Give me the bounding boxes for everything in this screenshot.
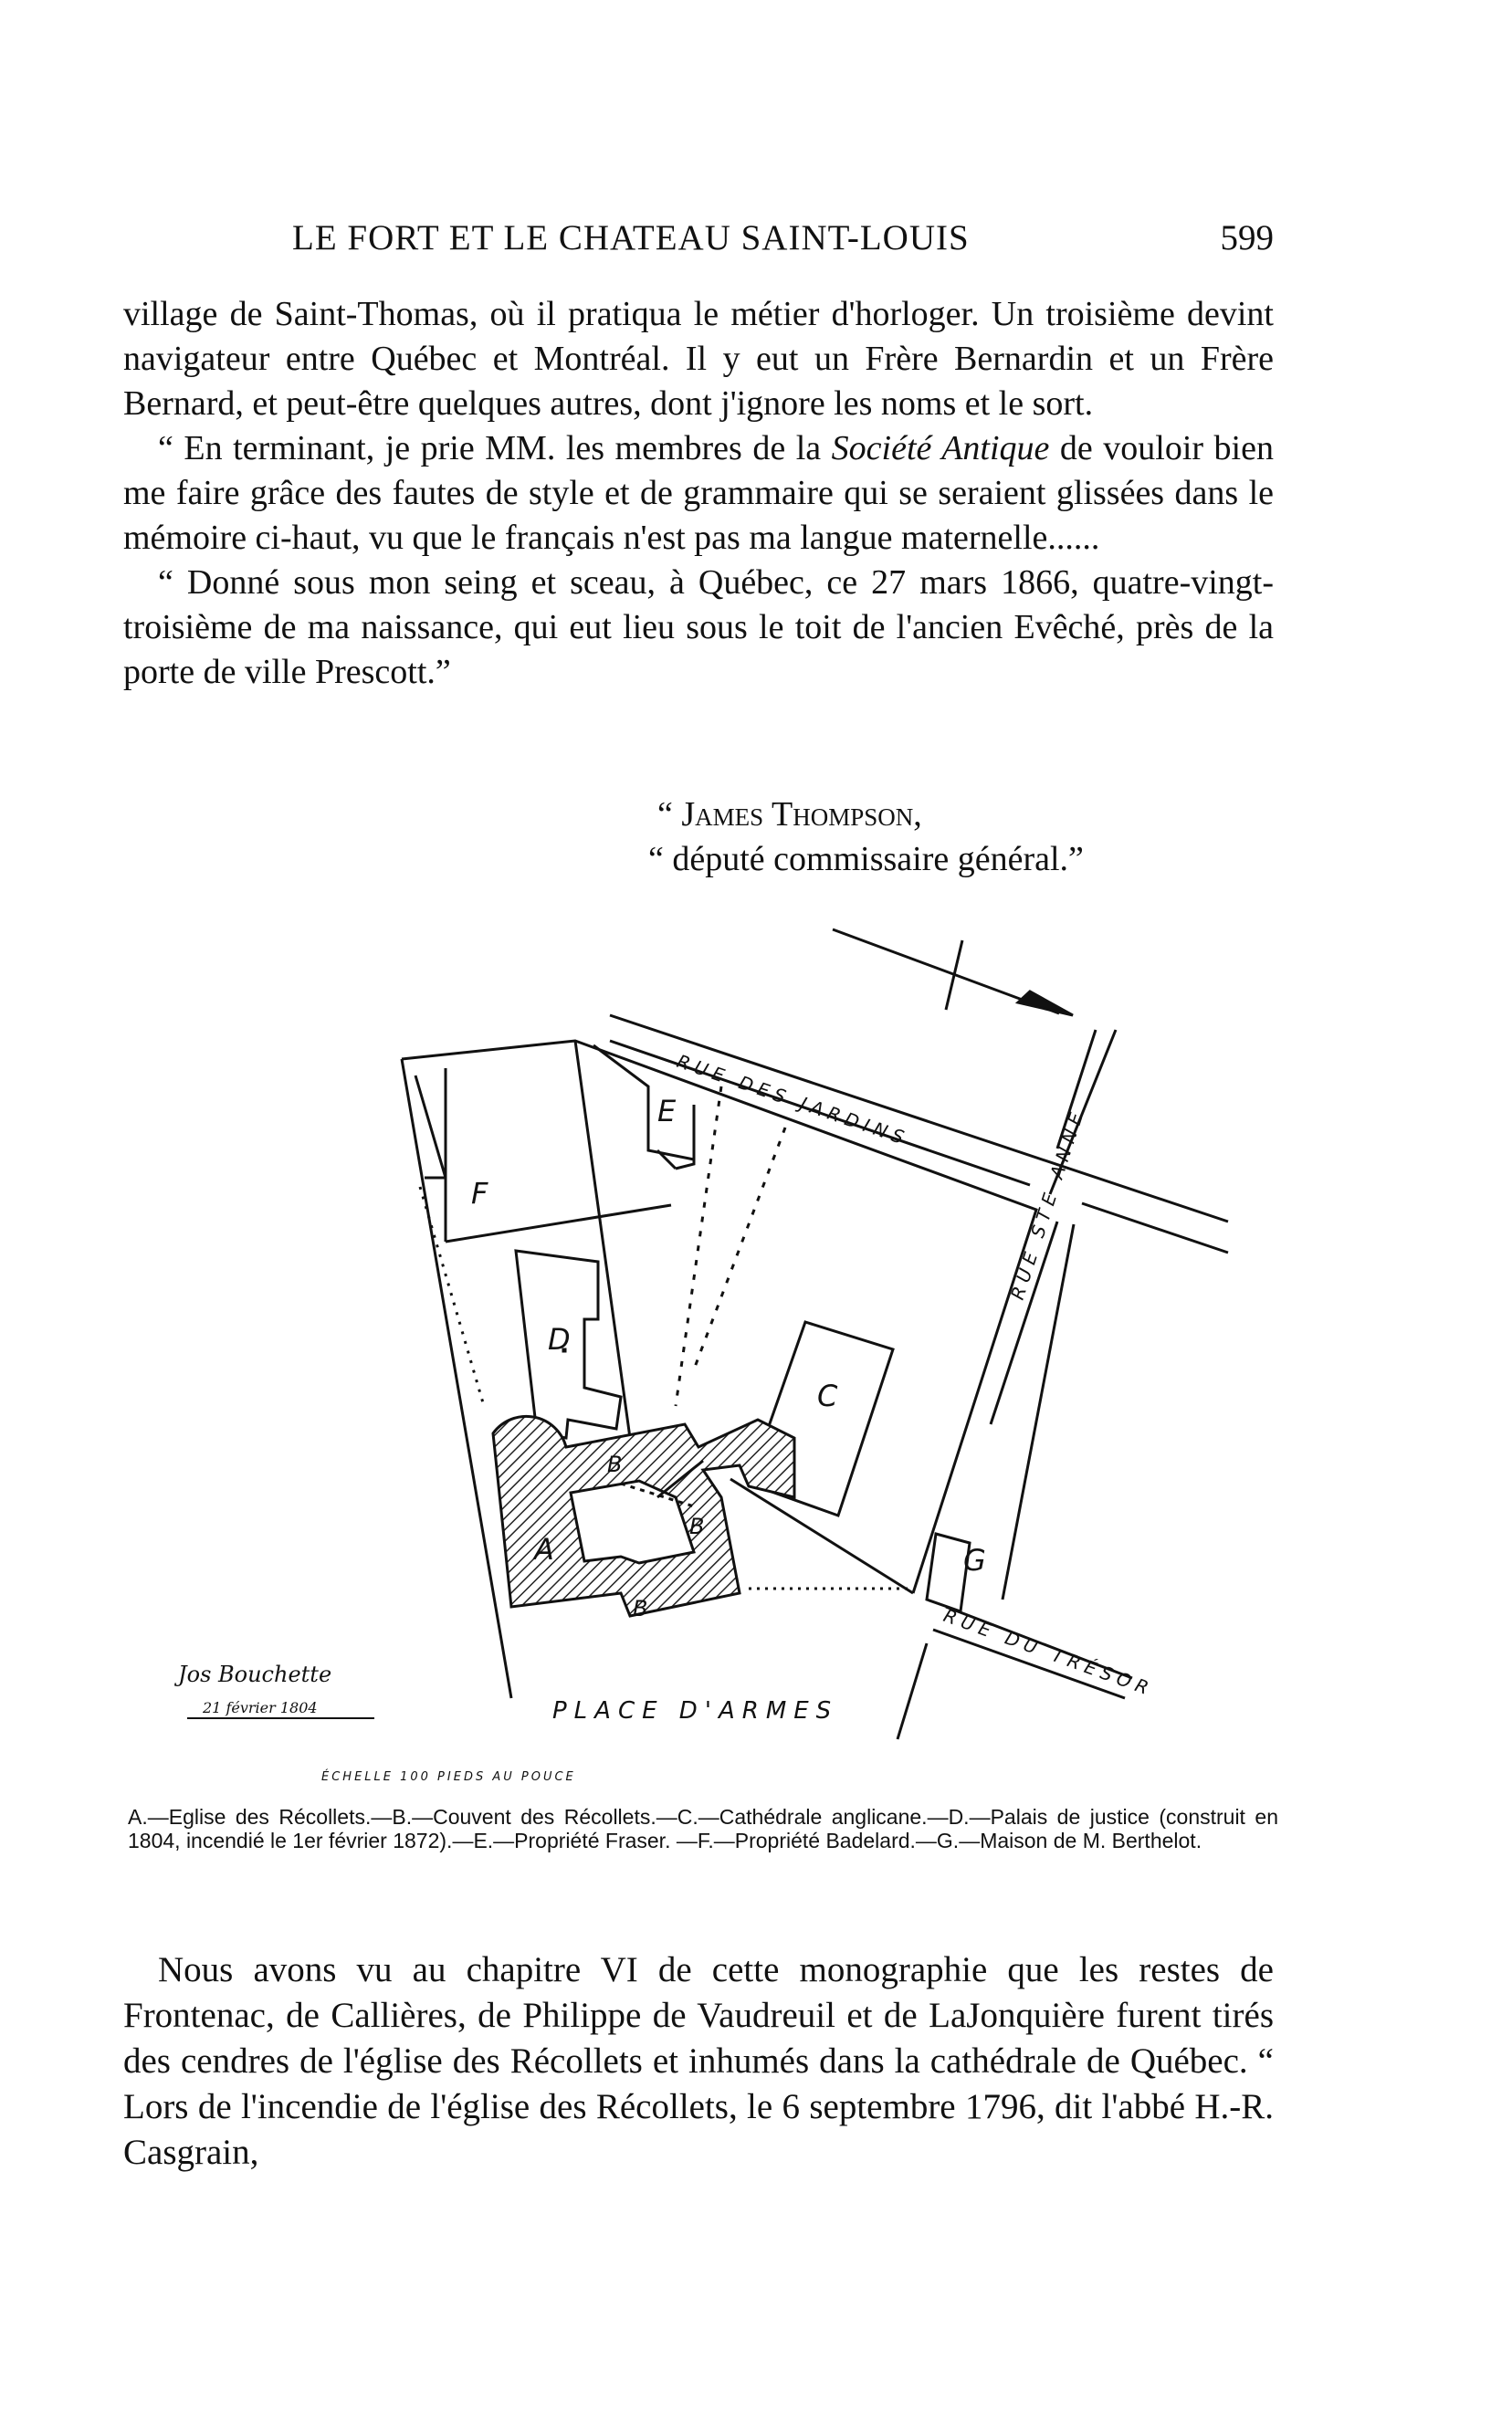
paragraph-1: village de Saint-Thomas, où il pratiqua le métier d'horloger. Un troisième devint navigateur entre Québec et Montréal. Il y eut un Frère Bernardin et un Frère Bernard, et peut-être quelques autres, dont j'ignore les noms et le sort. xyxy=(123,295,1274,423)
label-c: C xyxy=(817,1379,838,1413)
figure-caption xyxy=(128,1805,1278,1852)
paragraph-2-italic: Société Antique xyxy=(831,429,1050,467)
signature-role: “ député commissaire général.” xyxy=(648,840,1084,878)
caption-text: A.—Eglise des Récollets.—B.—Couvent des Récollets.—C.—Cathédrale anglicane.—D.—Palais de justice (construit en 1804, incendié le 1er février 1872).—E.—Propriété Fraser. —F.—Propriété Badelard.—G.—Maison de M. Berthelot. xyxy=(128,1805,1278,1852)
paragraph-4: Nous avons vu au chapitre VI de cette monographie que les restes de Frontenac, de Callières, de Philippe de Vaudreuil et de LaJonquière furent tirés des cendres de l'église des Récollets et inhumés dans la cathédrale de Québec. “ Lors de l'incendie de l'église des Récollets, le 6 septembre 1796, dit l'abbé H.-R. Casgrain, xyxy=(123,1950,1274,2172)
label-b-2: B xyxy=(689,1514,705,1539)
street-tresor-label: RUE DU TRÉSOR xyxy=(940,1604,1157,1701)
compass-arrow xyxy=(833,929,1073,1015)
signature-date: 21 février 1804 xyxy=(203,1699,318,1716)
scale-bar xyxy=(321,1769,576,1784)
label-b-3: B xyxy=(633,1596,648,1621)
hatched-church-convent xyxy=(493,1416,794,1616)
bottom-text xyxy=(123,1947,1274,2176)
street-labels xyxy=(674,1050,1156,1701)
label-g: G xyxy=(963,1543,986,1578)
streets xyxy=(610,1015,1228,1739)
running-title: LE FORT ET LE CHATEAU SAINT-LOUIS xyxy=(292,218,970,257)
page-number: 599 xyxy=(1220,218,1274,257)
signature-name: “ James Thompson, xyxy=(657,795,922,834)
map-signature xyxy=(173,1662,374,1718)
scale-label: ÉCHELLE 100 PIEDS AU POUCE xyxy=(321,1770,576,1784)
paragraph-3: “ Donné sous mon seing et sceau, à Québec, ce 27 mars 1866, quatre-vingt-troisième de ma naissance, qui eut lieu sous le toit de l'ancien Evêché, près de la porte de ville Prescott.” xyxy=(123,563,1274,691)
label-b-1: B xyxy=(607,1452,623,1477)
author-signature: Jos Bouchette xyxy=(178,1662,332,1687)
label-e: E xyxy=(657,1094,677,1128)
street-anne-label: RUE STE ANNE xyxy=(1005,1105,1089,1303)
label-f: F xyxy=(471,1176,488,1211)
street-jardins-label: RUE DES JARDINS xyxy=(674,1050,912,1150)
paragraph-2-end: de vouloir bien me faire grâce des fautes de style et de grammaire qui se seraient glissées dans le mémoire ci-haut, vu que le français n'est pas ma langue maternelle...... xyxy=(123,429,1274,557)
label-d: D xyxy=(548,1322,571,1357)
paragraph-2-start: “ En terminant, je prie MM. les membres de la xyxy=(158,429,832,467)
label-a: A xyxy=(534,1532,554,1567)
site-outline xyxy=(402,1041,1036,1698)
place-armes-label: PLACE D'ARMES xyxy=(552,1697,839,1725)
